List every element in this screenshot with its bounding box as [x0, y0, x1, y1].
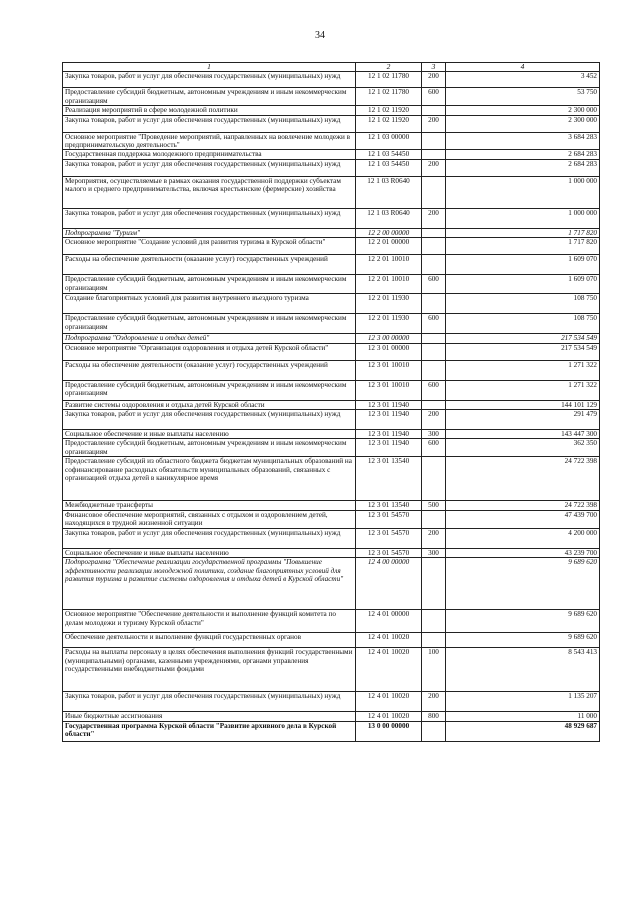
row-type — [422, 228, 446, 237]
row-type — [422, 106, 446, 115]
row-amount: 1 000 000 — [446, 176, 600, 208]
row-type — [422, 132, 446, 150]
row-amount: 108 750 — [446, 314, 600, 334]
row-code: 12 3 01 54570 — [356, 510, 422, 528]
budget-table — [62, 62, 600, 742]
row-amount: 1 717 820 — [446, 228, 600, 237]
row-type: 600 — [422, 439, 446, 457]
header-col-type: 3 — [422, 63, 446, 72]
row-amount: 2 684 283 — [446, 159, 600, 176]
table-row — [63, 343, 600, 360]
row-name: Межбюджетные трансферты — [63, 501, 356, 510]
row-code: 12 1 03 R0640 — [356, 208, 422, 228]
row-type — [422, 360, 446, 380]
row-type — [422, 400, 446, 409]
row-type — [422, 558, 446, 610]
row-amount: 4 200 000 — [446, 528, 600, 548]
row-type — [422, 721, 446, 741]
table-row — [63, 275, 600, 294]
table-row — [63, 558, 600, 610]
row-amount: 2 300 000 — [446, 106, 600, 115]
row-name: Предоставление субсидий бюджетным, автономным учреждениям и иным некоммерческим организациям — [63, 439, 356, 457]
row-name: Предоставление субсидий бюджетным, автономным учреждениям и иным некоммерческим организациям — [63, 275, 356, 294]
row-type: 300 — [422, 548, 446, 557]
row-code: 12 2 01 00000 — [356, 238, 422, 255]
row-name: Подпрограмма "Обеспечение реализации государственной программы "Повышение эффективности реализации молодежной политики, создание благоприятных условий для развития туризма и развитие системы оздоровления и отдыха детей в Курской области" — [63, 558, 356, 610]
row-type — [422, 610, 446, 633]
table-row — [63, 510, 600, 528]
row-name: Основное мероприятие "Проведение мероприятий, направленных на вовлечение молодежи в предпринимательскую деятельность" — [63, 132, 356, 150]
header-row — [63, 63, 600, 72]
row-amount: 9 689 620 — [446, 558, 600, 610]
table-row — [63, 294, 600, 314]
table-row — [63, 176, 600, 208]
table-row — [63, 72, 600, 88]
row-name: Закупка товаров, работ и услуг для обеспечения государственных (муниципальных) нужд — [63, 528, 356, 548]
row-name: Реализация мероприятий в сфере молодежной политики — [63, 106, 356, 115]
page-number: 34 — [315, 30, 325, 41]
row-type: 200 — [422, 208, 446, 228]
row-name: Закупка товаров, работ и услуг для обеспечения государственных (муниципальных) нужд — [63, 208, 356, 228]
table-row — [63, 88, 600, 106]
row-name: Предоставление субсидий бюджетным, автономным учреждениям и иным некоммерческим организациям — [63, 88, 356, 106]
row-amount: 2 684 283 — [446, 150, 600, 159]
table-row — [63, 610, 600, 633]
row-code: 12 4 01 10020 — [356, 633, 422, 648]
row-name: Развитие системы оздоровления и отдыха детей Курской области — [63, 400, 356, 409]
table-row — [63, 548, 600, 557]
row-name: Предоставление субсидий из областного бюджета бюджетам муниципальных образований на софинансирование расходных обязательств муниципальных образований, связанных с организацией отдыха детей в каникулярное время — [63, 457, 356, 501]
row-name: Основное мероприятие "Обеспечение деятельности и выполнение функций комитета по делам молодежи и туризму Курской области" — [63, 610, 356, 633]
row-type — [422, 238, 446, 255]
table-row — [63, 712, 600, 721]
table-row — [63, 115, 600, 132]
row-code: 13 0 00 00000 — [356, 721, 422, 741]
row-code: 12 3 01 11940 — [356, 410, 422, 430]
row-name: Финансовое обеспечение мероприятий, связанных с отдыхом и оздоровлением детей, находящихся в трудной жизненной ситуации — [63, 510, 356, 528]
row-amount: 144 101 129 — [446, 400, 600, 409]
row-name: Государственная программа Курской области "Развитие архивного дела в Курской области" — [63, 721, 356, 741]
table-row — [63, 648, 600, 692]
table-row — [63, 334, 600, 343]
row-name: Создание благоприятных условий для развития внутреннего въездного туризма — [63, 294, 356, 314]
row-code: 12 1 02 11780 — [356, 72, 422, 88]
row-type: 200 — [422, 159, 446, 176]
row-type — [422, 633, 446, 648]
row-amount: 291 479 — [446, 410, 600, 430]
row-amount: 8 543 413 — [446, 648, 600, 692]
row-name: Предоставление субсидий бюджетным, автономным учреждениям и иным некоммерческим организациям — [63, 314, 356, 334]
row-amount: 9 689 620 — [446, 610, 600, 633]
row-code: 12 2 01 10010 — [356, 275, 422, 294]
row-code: 12 3 01 10010 — [356, 380, 422, 400]
table-row — [63, 314, 600, 334]
row-amount: 1 609 070 — [446, 255, 600, 275]
row-amount: 53 750 — [446, 88, 600, 106]
row-type: 200 — [422, 72, 446, 88]
row-type: 800 — [422, 712, 446, 721]
row-name: Иные бюджетные ассигнования — [63, 712, 356, 721]
row-type: 300 — [422, 430, 446, 439]
table-row — [63, 633, 600, 648]
row-type — [422, 457, 446, 501]
row-code: 12 1 03 54450 — [356, 159, 422, 176]
row-name: Социальное обеспечение и иные выплаты населению — [63, 430, 356, 439]
row-name: Основное мероприятие "Организация оздоровления и отдыха детей Курской области" — [63, 343, 356, 360]
row-amount: 217 534 549 — [446, 343, 600, 360]
row-type — [422, 255, 446, 275]
row-amount: 1 609 070 — [446, 275, 600, 294]
row-name: Государственная поддержка молодежного предпринимательства — [63, 150, 356, 159]
row-amount: 1 271 322 — [446, 360, 600, 380]
row-amount: 48 929 687 — [446, 721, 600, 741]
row-code: 12 3 00 00000 — [356, 334, 422, 343]
row-name: Расходы на выплаты персоналу в целях обеспечения выполнения функций государственными (муниципальными) органами, казенными учреждениями, органами управления государственными внебюджетными фондами — [63, 648, 356, 692]
table-row — [63, 410, 600, 430]
table-row — [63, 400, 600, 409]
row-type: 200 — [422, 692, 446, 712]
row-code: 12 3 01 11940 — [356, 430, 422, 439]
table-row — [63, 430, 600, 439]
row-amount: 47 439 700 — [446, 510, 600, 528]
row-name: Предоставление субсидий бюджетным, автономным учреждениям и иным некоммерческим организациям — [63, 380, 356, 400]
row-code: 12 1 02 11780 — [356, 88, 422, 106]
row-name: Закупка товаров, работ и услуг для обеспечения государственных (муниципальных) нужд — [63, 410, 356, 430]
table-row — [63, 132, 600, 150]
row-amount: 1 000 000 — [446, 208, 600, 228]
row-amount: 9 689 620 — [446, 633, 600, 648]
row-code: 12 1 03 54450 — [356, 150, 422, 159]
row-code: 12 2 01 10010 — [356, 255, 422, 275]
row-name: Основное мероприятие "Создание условий для развития туризма в Курской области" — [63, 238, 356, 255]
row-amount: 2 300 000 — [446, 115, 600, 132]
row-code: 12 2 01 11930 — [356, 314, 422, 334]
row-name: Закупка товаров, работ и услуг для обеспечения государственных (муниципальных) нужд — [63, 115, 356, 132]
table-row — [63, 159, 600, 176]
row-type: 500 — [422, 501, 446, 510]
table-row — [63, 208, 600, 228]
row-name: Подпрограмма "Оздоровление и отдых детей" — [63, 334, 356, 343]
table-row — [63, 360, 600, 380]
row-amount: 217 534 549 — [446, 334, 600, 343]
row-name: Подпрограмма "Туризм" — [63, 228, 356, 237]
row-code: 12 2 00 00000 — [356, 228, 422, 237]
row-code: 12 1 02 11920 — [356, 115, 422, 132]
row-code: 12 1 03 00000 — [356, 132, 422, 150]
row-amount: 3 684 283 — [446, 132, 600, 150]
row-name: Закупка товаров, работ и услуг для обеспечения государственных (муниципальных) нужд — [63, 692, 356, 712]
row-amount: 3 452 — [446, 72, 600, 88]
table-row — [63, 721, 600, 741]
row-code: 12 3 01 10010 — [356, 360, 422, 380]
row-code: 12 4 01 10020 — [356, 692, 422, 712]
row-type — [422, 343, 446, 360]
row-amount: 1 135 207 — [446, 692, 600, 712]
row-type: 100 — [422, 648, 446, 692]
row-type: 200 — [422, 115, 446, 132]
row-type — [422, 294, 446, 314]
row-type: 600 — [422, 88, 446, 106]
row-code: 12 3 01 54570 — [356, 548, 422, 557]
row-name: Обеспечение деятельности и выполнение функций государственных органов — [63, 633, 356, 648]
row-type — [422, 510, 446, 528]
table-row — [63, 238, 600, 255]
table-row — [63, 439, 600, 457]
table-row — [63, 457, 600, 501]
row-type: 600 — [422, 314, 446, 334]
row-amount: 1 271 322 — [446, 380, 600, 400]
header-col-name: 1 — [63, 63, 356, 72]
row-type: 600 — [422, 380, 446, 400]
table-row — [63, 528, 600, 548]
row-type — [422, 150, 446, 159]
row-code: 12 3 01 13540 — [356, 501, 422, 510]
header-col-amount: 4 — [446, 63, 600, 72]
table-row — [63, 380, 600, 400]
row-name: Закупка товаров, работ и услуг для обеспечения государственных (муниципальных) нужд — [63, 72, 356, 88]
row-code: 12 4 01 00000 — [356, 610, 422, 633]
row-code: 12 1 02 11920 — [356, 106, 422, 115]
row-code: 12 3 01 11940 — [356, 439, 422, 457]
row-amount: 24 722 398 — [446, 457, 600, 501]
row-amount: 108 750 — [446, 294, 600, 314]
table-row — [63, 228, 600, 237]
row-amount: 11 000 — [446, 712, 600, 721]
table-row — [63, 150, 600, 159]
row-name: Закупка товаров, работ и услуг для обеспечения государственных (муниципальных) нужд — [63, 159, 356, 176]
row-amount: 43 239 700 — [446, 548, 600, 557]
table-row — [63, 692, 600, 712]
row-code: 12 4 00 00000 — [356, 558, 422, 610]
row-code: 12 3 01 11940 — [356, 400, 422, 409]
row-type — [422, 334, 446, 343]
header-col-code: 2 — [356, 63, 422, 72]
row-name: Мероприятия, осуществляемые в рамках оказания государственной поддержки субъектам малого и среднего предпринимательства, включая крестьянские (фермерские) хозяйства — [63, 176, 356, 208]
row-name: Социальное обеспечение и иные выплаты населению — [63, 548, 356, 557]
row-code: 12 2 01 11930 — [356, 294, 422, 314]
budget-table-body — [63, 72, 600, 741]
table-row — [63, 106, 600, 115]
row-code: 12 1 03 R0640 — [356, 176, 422, 208]
row-type: 600 — [422, 275, 446, 294]
row-amount: 143 447 300 — [446, 430, 600, 439]
row-type: 200 — [422, 528, 446, 548]
table-row — [63, 255, 600, 275]
table-row — [63, 501, 600, 510]
row-amount: 1 717 820 — [446, 238, 600, 255]
row-code: 12 3 01 00000 — [356, 343, 422, 360]
row-code: 12 4 01 10020 — [356, 648, 422, 692]
row-code: 12 3 01 13540 — [356, 457, 422, 501]
row-type: 200 — [422, 410, 446, 430]
row-type — [422, 176, 446, 208]
row-amount: 362 350 — [446, 439, 600, 457]
row-code: 12 3 01 54570 — [356, 528, 422, 548]
row-name: Расходы на обеспечение деятельности (оказание услуг) государственных учреждений — [63, 360, 356, 380]
row-amount: 24 722 398 — [446, 501, 600, 510]
row-name: Расходы на обеспечение деятельности (оказание услуг) государственных учреждений — [63, 255, 356, 275]
row-code: 12 4 01 10020 — [356, 712, 422, 721]
